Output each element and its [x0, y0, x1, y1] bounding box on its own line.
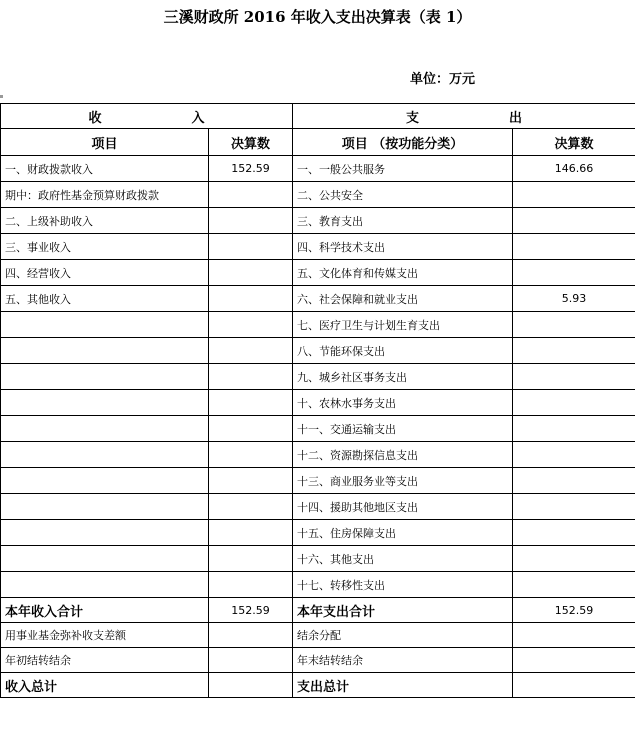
table-row: [1, 546, 635, 572]
income-section-label-2: 入: [191, 110, 205, 126]
expense-total-amount: [513, 673, 635, 698]
income-amount-cell: [209, 182, 293, 208]
expense-item-cell: 十、农林水事务支出: [293, 390, 513, 416]
expense-section-label: 支: [405, 110, 419, 126]
expense-item-header: 项目 （按功能分类）: [293, 129, 513, 156]
table-row: [1, 468, 635, 494]
expense-item-cell: 十三、商业服务业等支出: [293, 468, 513, 494]
income-total-label: 收入总计: [1, 673, 209, 698]
expense-item-cell: 八、节能环保支出: [293, 338, 513, 364]
expense-amount-cell: [513, 520, 635, 546]
table-row: [1, 338, 635, 364]
income-item-cell: [1, 312, 209, 338]
income-amount-cell: [209, 234, 293, 260]
income-item-cell: [1, 572, 209, 598]
income-total-amount: [209, 648, 293, 673]
income-amount-cell: [209, 494, 293, 520]
income-item-cell: [1, 494, 209, 520]
income-item-cell: 三、事业收入: [1, 234, 209, 260]
expense-item-cell: 十六、其他支出: [293, 546, 513, 572]
expense-amount-cell: [513, 338, 635, 364]
income-section-label: 收: [88, 110, 102, 126]
expense-amount-cell: [513, 234, 635, 260]
table-row: [1, 442, 635, 468]
unit-label: 单位：万元: [410, 72, 476, 87]
expense-amount-cell: [513, 208, 635, 234]
expense-total-label: 支出总计: [293, 673, 513, 698]
income-item-cell: 期中：政府性基金预算财政拨款: [1, 182, 209, 208]
income-item-cell: 五、其他收入: [1, 286, 209, 312]
total-row: [1, 648, 635, 673]
income-amount-cell: [209, 364, 293, 390]
income-amount-cell: [209, 312, 293, 338]
expense-item-cell: 二、公共安全: [293, 182, 513, 208]
income-amount-cell: [209, 260, 293, 286]
expense-amount-cell: [513, 546, 635, 572]
income-item-cell: [1, 338, 209, 364]
income-item-cell: 一、财政拨款收入: [1, 156, 209, 182]
table-row: [1, 494, 635, 520]
expense-amount-cell: [513, 390, 635, 416]
column-header-row: [1, 129, 635, 156]
decorative-dot: [0, 95, 3, 98]
expense-amount-cell: [513, 416, 635, 442]
expense-total-amount: 152.59: [513, 598, 635, 623]
income-amount-cell: [209, 390, 293, 416]
income-total-label: 年初结转结余: [1, 648, 209, 673]
expense-total-label: 本年支出合计: [293, 598, 513, 623]
expense-amount-cell: [513, 260, 635, 286]
expense-item-cell: 七、医疗卫生与计划生育支出: [293, 312, 513, 338]
total-row: [1, 673, 635, 698]
table-row: [1, 416, 635, 442]
table-row: [1, 572, 635, 598]
expense-item-cell: 四、科学技术支出: [293, 234, 513, 260]
expense-amount-cell: [513, 572, 635, 598]
income-item-cell: [1, 546, 209, 572]
income-amount-cell: [209, 338, 293, 364]
table-row: [1, 364, 635, 390]
table-row: [1, 234, 635, 260]
table-row: [1, 182, 635, 208]
income-item-cell: [1, 468, 209, 494]
income-item-cell: 四、经营收入: [1, 260, 209, 286]
expense-item-cell: 五、文化体育和传媒支出: [293, 260, 513, 286]
income-amount-cell: [209, 286, 293, 312]
expense-amount-cell: [513, 364, 635, 390]
income-amount-cell: [209, 572, 293, 598]
expense-total-label: 结余分配: [293, 623, 513, 648]
expense-item-cell: 十二、资源勘探信息支出: [293, 442, 513, 468]
income-total-amount: [209, 623, 293, 648]
table-row: [1, 208, 635, 234]
table-row: [1, 156, 635, 182]
expense-section-label-2: 出: [509, 110, 523, 126]
income-item-cell: [1, 520, 209, 546]
total-row: [1, 623, 635, 648]
income-total-label: 用事业基金弥补收支差额: [1, 623, 209, 648]
expense-total-amount: [513, 648, 635, 673]
section-header-row: [1, 104, 635, 129]
expense-item-cell: 十七、转移性支出: [293, 572, 513, 598]
expense-amount-cell: 146.66: [513, 156, 635, 182]
expense-total-label: 年末结转结余: [293, 648, 513, 673]
page-title: 三溪财政所 2016 年收入支出决算表（表 1）: [163, 8, 472, 26]
income-amount-cell: [209, 520, 293, 546]
income-item-cell: [1, 364, 209, 390]
expense-item-cell: 九、城乡社区事务支出: [293, 364, 513, 390]
income-amount-cell: [209, 442, 293, 468]
income-item-cell: [1, 442, 209, 468]
income-amount-header: 决算数: [209, 129, 293, 156]
income-amount-cell: 152.59: [209, 156, 293, 182]
table-row: [1, 520, 635, 546]
expense-total-amount: [513, 623, 635, 648]
income-amount-cell: [209, 416, 293, 442]
income-item-cell: [1, 390, 209, 416]
total-row: [1, 598, 635, 623]
income-total-amount: [209, 673, 293, 698]
expense-amount-cell: [513, 468, 635, 494]
expense-item-cell: 十四、援助其他地区支出: [293, 494, 513, 520]
income-amount-cell: [209, 468, 293, 494]
income-item-header: 项目: [1, 129, 209, 156]
expense-item-cell: 一、一般公共服务: [293, 156, 513, 182]
income-amount-cell: [209, 208, 293, 234]
table-row: [1, 260, 635, 286]
income-total-label: 本年收入合计: [1, 598, 209, 623]
expense-section-header: [293, 104, 635, 129]
expense-item-cell: 十五、住房保障支出: [293, 520, 513, 546]
income-total-amount: 152.59: [209, 598, 293, 623]
expense-amount-cell: [513, 494, 635, 520]
expense-amount-cell: 5.93: [513, 286, 635, 312]
expense-item-cell: 十一、交通运输支出: [293, 416, 513, 442]
expense-amount-cell: [513, 442, 635, 468]
income-section-header: [1, 104, 293, 129]
expense-amount-cell: [513, 312, 635, 338]
budget-table: [0, 103, 635, 698]
expense-item-cell: 三、教育支出: [293, 208, 513, 234]
income-amount-cell: [209, 546, 293, 572]
table-row: [1, 390, 635, 416]
income-item-cell: 二、上级补助收入: [1, 208, 209, 234]
expense-amount-cell: [513, 182, 635, 208]
income-item-cell: [1, 416, 209, 442]
table-row: [1, 312, 635, 338]
expense-item-cell: 六、社会保障和就业支出: [293, 286, 513, 312]
table-row: [1, 286, 635, 312]
expense-amount-header: 决算数: [513, 129, 635, 156]
